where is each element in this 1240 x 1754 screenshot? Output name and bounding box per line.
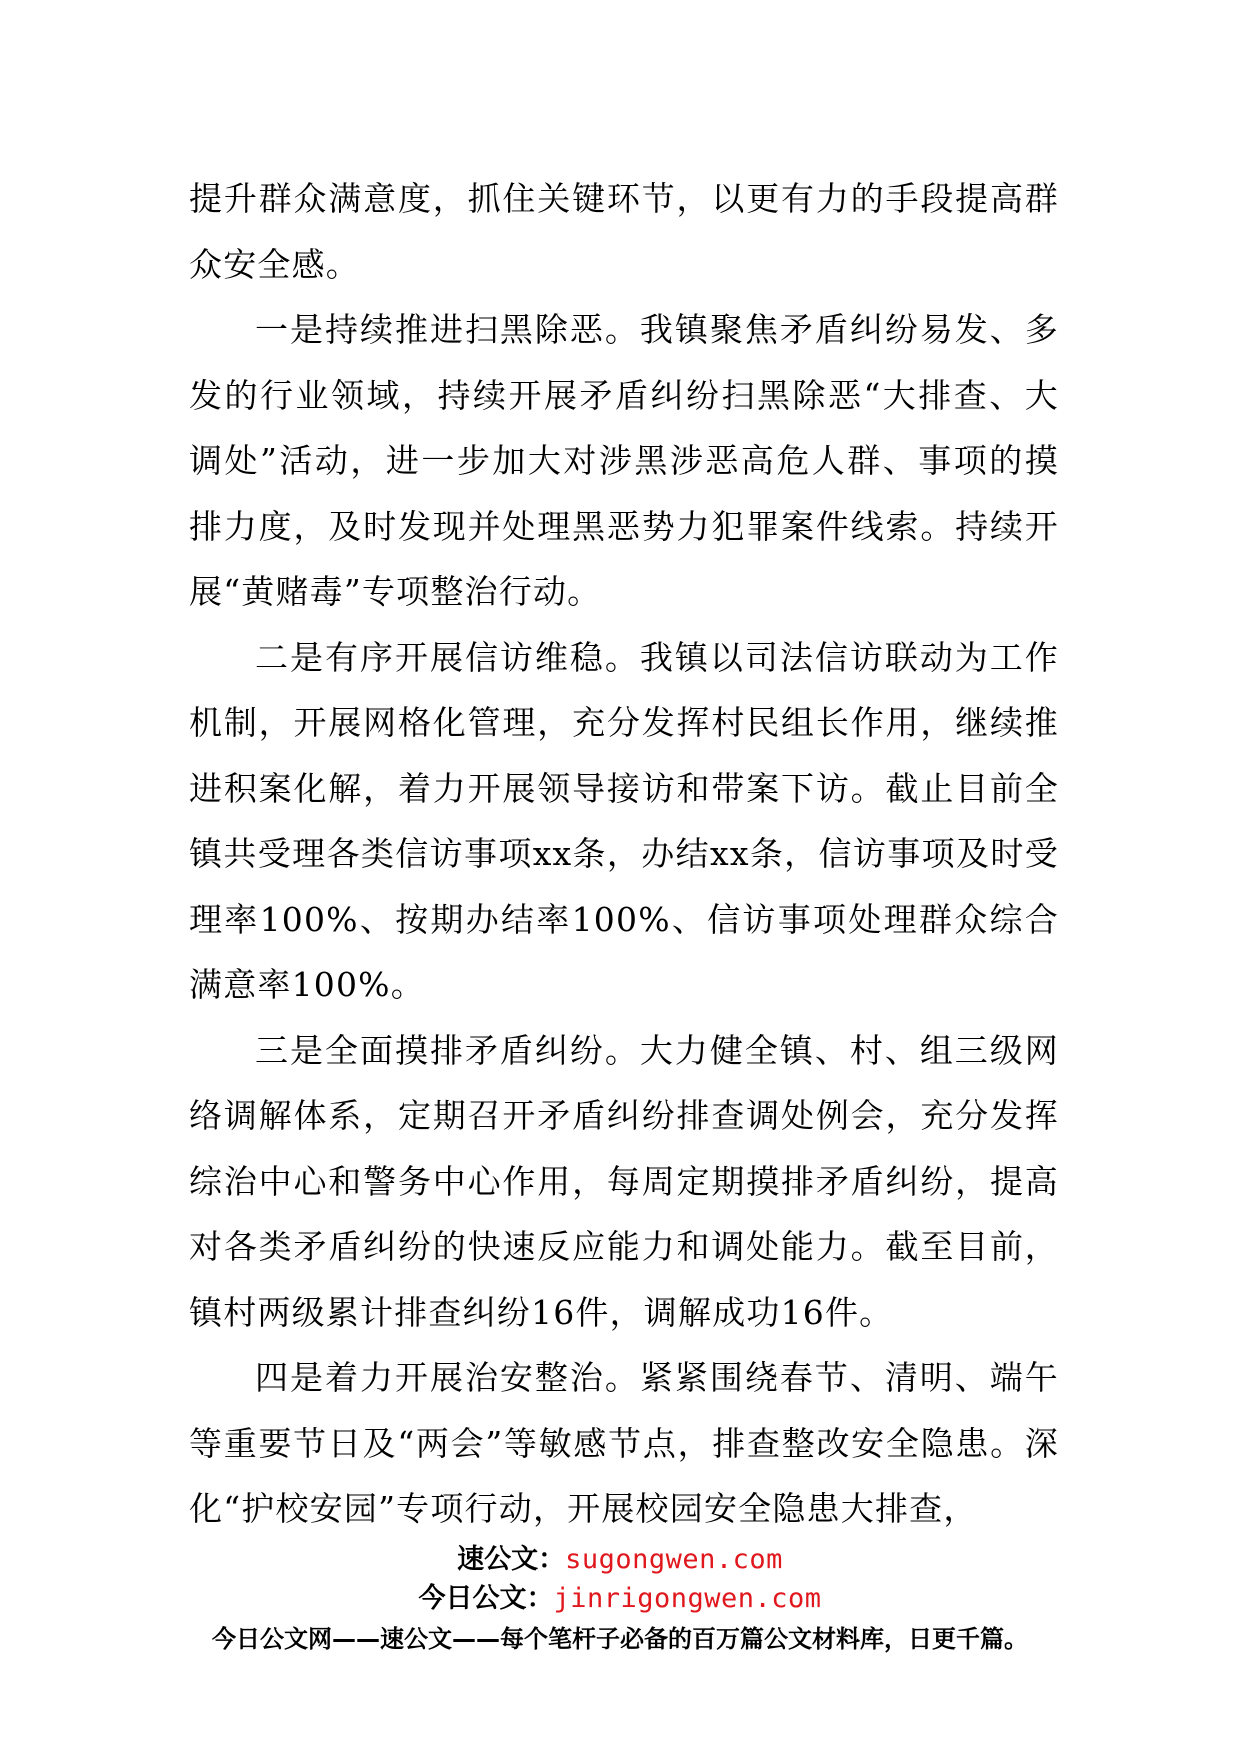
paragraph-dispute-screening: 三是全面摸排矛盾纠纷。大力健全镇、村、组三级网络调解体系，定期召开矛盾纠纷排查调处例会，充分发挥综治中心和警务中心作用，每周定期摸排矛盾纠纷，提高对各类矛盾纠纷的快速反应能力和调处能力。截至目前，镇村两级累计排查纠纷16件，调解成功16件。 bbox=[189, 1030, 1059, 1332]
footer-sugongwen-link[interactable]: sugongwen.com bbox=[565, 1544, 783, 1575]
footer-sugongwen-label: 速公文： bbox=[457, 1544, 566, 1575]
footer-slogan: 今日公文网——速公文——每个笔杆子必备的百万篇公文材料库，日更千篇。 bbox=[212, 1625, 1028, 1653]
paragraph-anti-crime: 一是持续推进扫黑除恶。我镇聚焦矛盾纠纷易发、多发的行业领域，持续开展矛盾纠纷扫黑除恶“大排查、大调处”活动，进一步加大对涉黑涉恶高危人群、事项的摸排力度，及时发现并处理黑恶势力犯罪案件线索。持续开展“黄赌毒”专项整治行动。 bbox=[189, 310, 1059, 611]
footer-jinrigongwen-label: 今日公文： bbox=[418, 1583, 554, 1614]
footer-jinrigongwen bbox=[0, 1582, 1240, 1616]
paragraph-petition-stability: 二是有序开展信访维稳。我镇以司法信访联动为工作机制，开展网格化管理，充分发挥村民组长作用，继续推进积案化解，着力开展领导接访和带案下访。截止目前全镇共受理各类信访事项xx条，办结xx条，信访事项及时受理率100%、按期办结率100%、信访事项处理群众综合满意率100%。 bbox=[189, 637, 1059, 1004]
paragraph-public-security: 四是着力开展治安整治。紧紧围绕春节、清明、端午等重要节日及“两会”等敏感节点，排查整改安全隐患。深化“护校安园”专项行动，开展校园安全隐患大排查， bbox=[189, 1358, 1059, 1528]
footer-jinrigongwen-link[interactable]: jinrigongwen.com bbox=[553, 1583, 822, 1614]
document-body bbox=[189, 166, 1059, 1542]
footer-sugongwen bbox=[0, 1543, 1240, 1577]
paragraph-continuation: 提升群众满意度，抓住关键环节，以更有力的手段提高群众安全感。 bbox=[189, 179, 1059, 284]
